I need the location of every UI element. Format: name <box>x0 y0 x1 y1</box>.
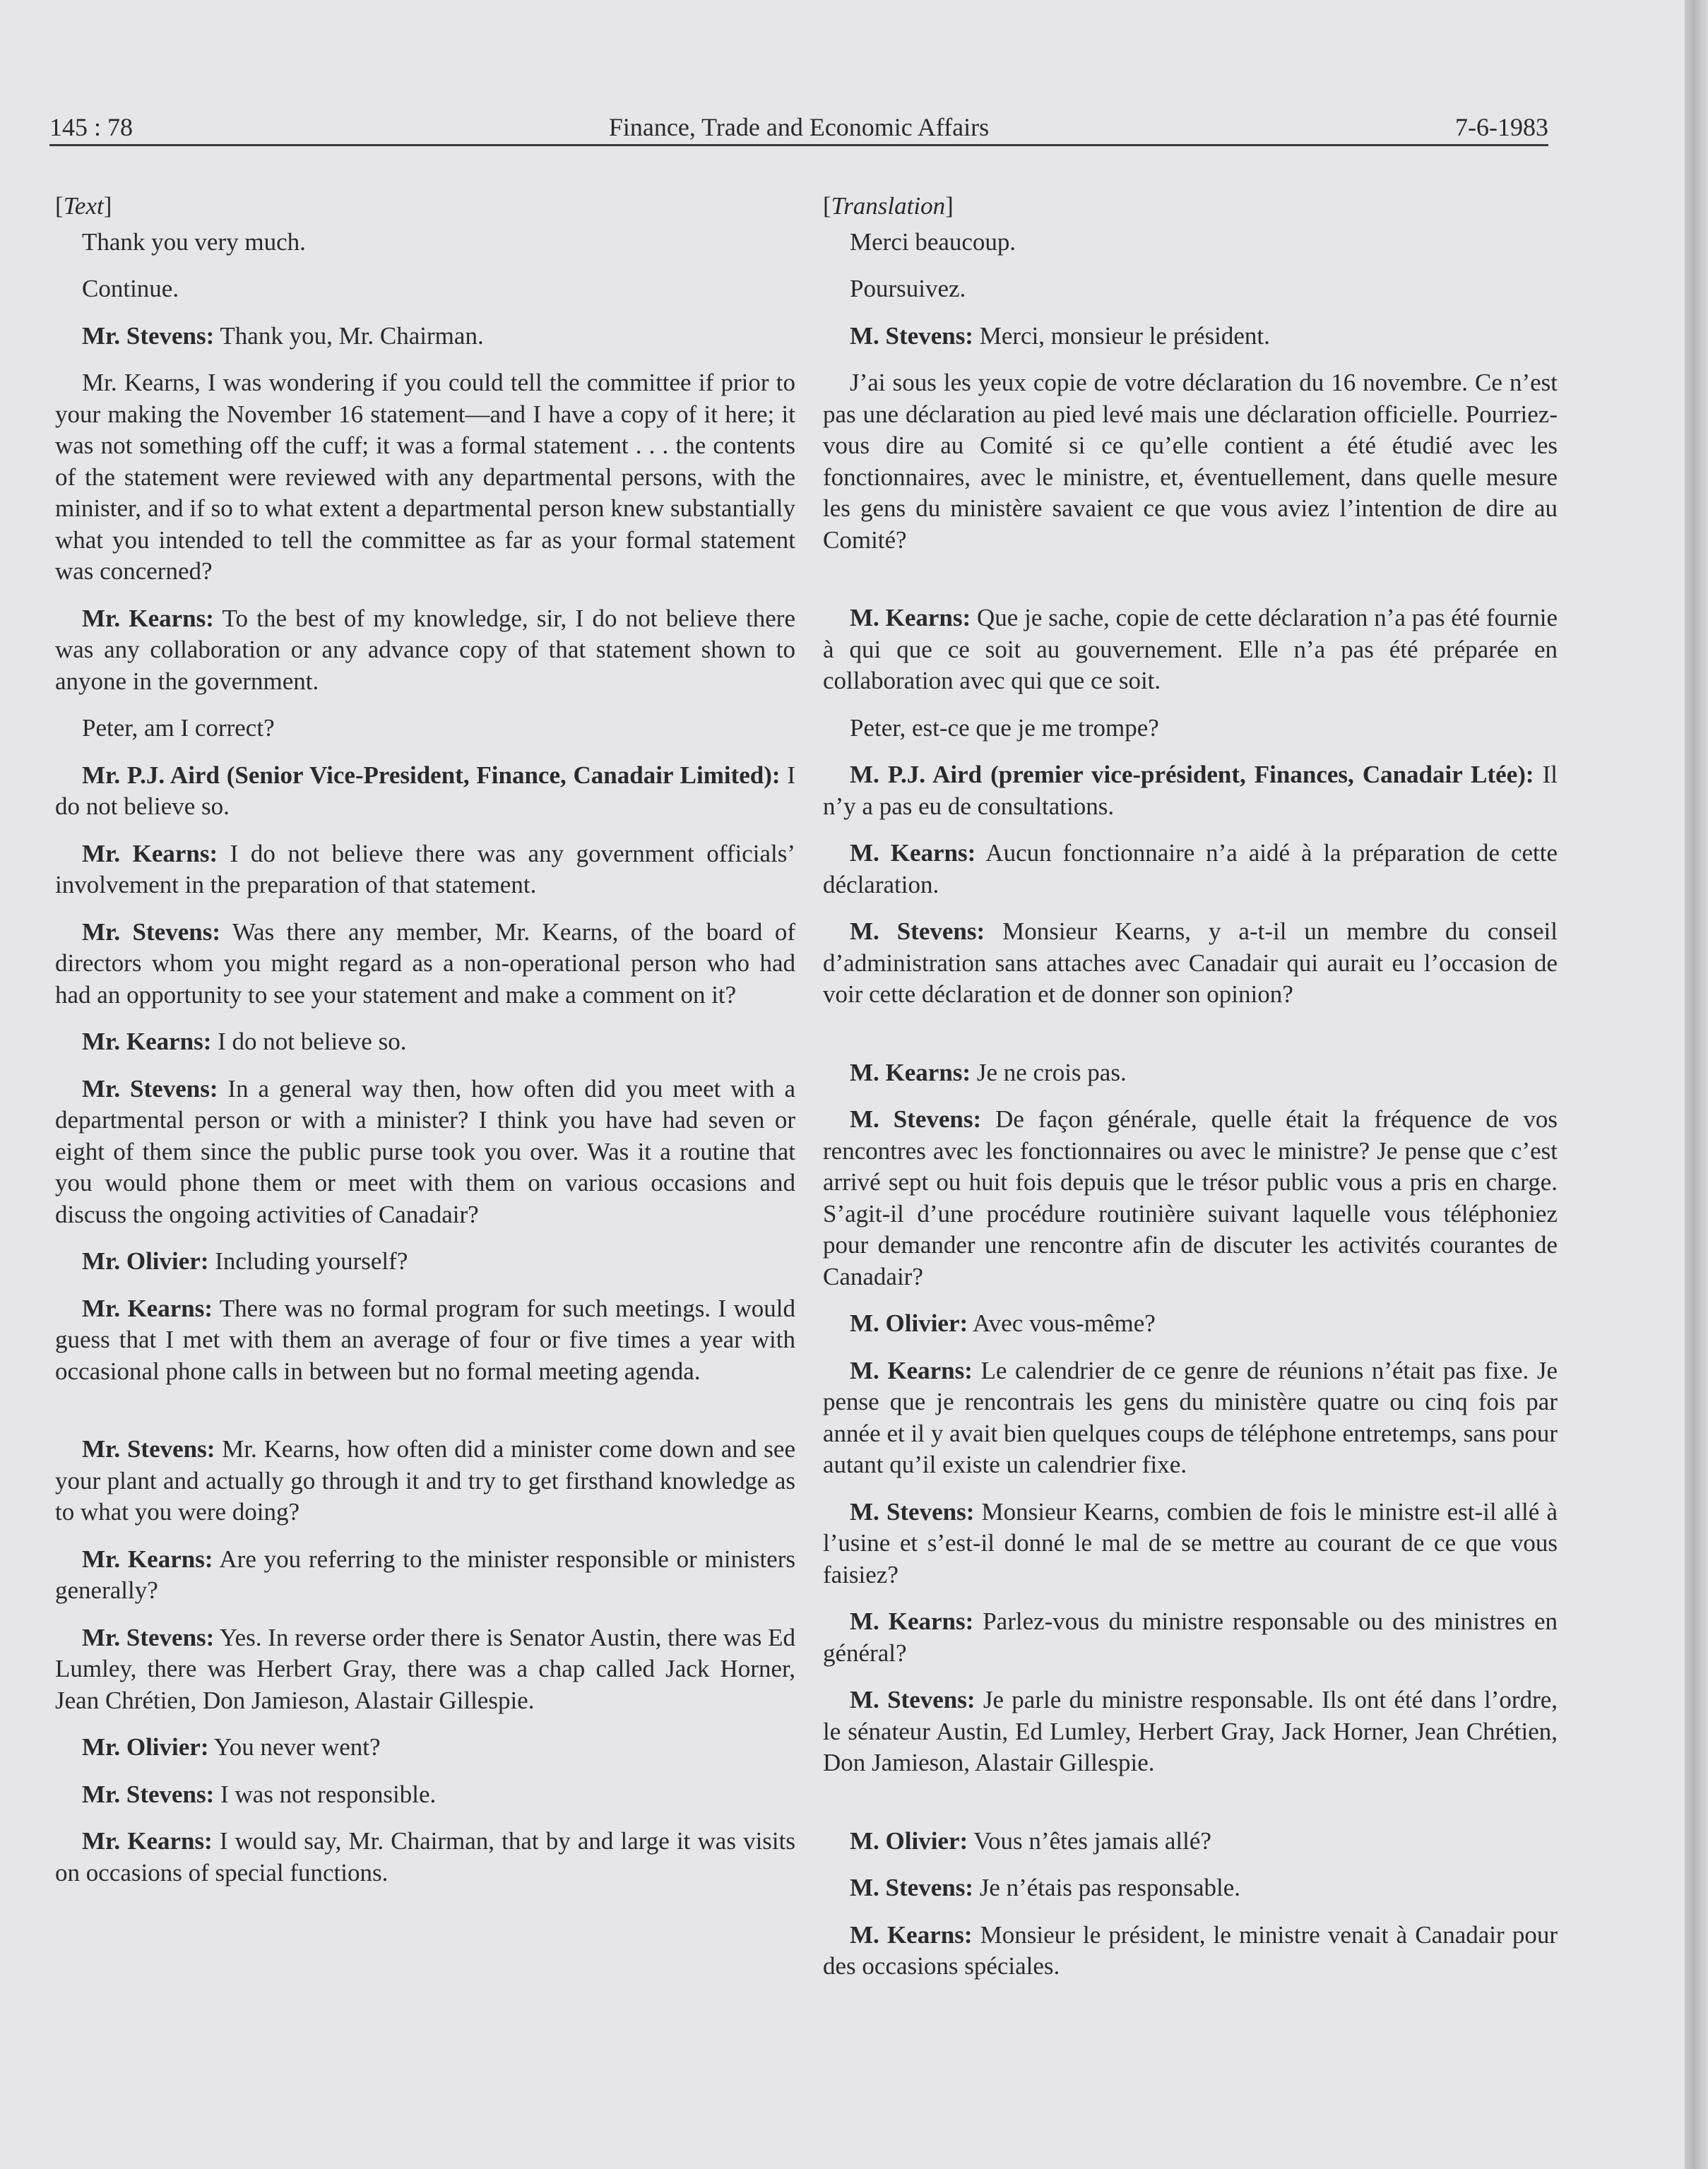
speaker-name: M. Stevens: <box>850 1497 975 1526</box>
speech-text: Merci beaucoup. <box>850 227 1016 256</box>
speech-text: Are you referring to the minister responsible or ministers generally? <box>55 1545 795 1604</box>
speech-text: Vous n’êtes jamais allé? <box>968 1826 1211 1855</box>
speech-text: I do not believe so. <box>55 761 796 820</box>
transcript-paragraph <box>55 227 795 259</box>
page-edge <box>1685 0 1708 2169</box>
transcript-paragraph <box>823 367 1558 556</box>
speaker-name: M. Stevens: <box>850 321 973 350</box>
transcript-paragraph <box>55 1074 795 1231</box>
speech-text: In a general way then, how often did you meet with a departmental person or with a minister? I think you have had seven or eight of them since the public purse took you over. Was it a routine that you would phone them or meet with them on various occasions and discuss the ongoing activities of Canadair? <box>55 1074 795 1228</box>
english-column <box>55 191 795 1904</box>
speech-text: De façon générale, quelle était la fréquence de vos rencontres avec les fonctionnaires ou avec le ministre? Je pense que c’est arrivé sept ou huit fois depuis que le trésor public vous a pris en charge. S’agit-il d’une procédure routinière suivant laquelle vous téléphoniez pour demander une rencontre afin de discuter les activités courantes de Canadair? <box>823 1105 1558 1290</box>
transcript-paragraph <box>823 602 1558 697</box>
speaker-name: Mr. Kearns: <box>82 1827 213 1855</box>
header-date: 7-6-1983 <box>1455 113 1548 141</box>
transcript-paragraph <box>823 1308 1558 1340</box>
transcript-paragraph <box>823 759 1558 822</box>
french-column <box>823 191 1558 1998</box>
speech-text: Peter, est-ce que je me trompe? <box>850 713 1159 742</box>
speech-text: Mr. Kearns, how often did a minister come down and see your plant and actually go through it and try to get firsthand knowledge as to what you were doing? <box>55 1435 795 1526</box>
transcript-paragraph <box>55 273 795 305</box>
page-number: 145 : 78 <box>49 113 134 141</box>
speech-text: Je parle du ministre responsable. Ils ont été dans l’ordre, le sénateur Austin, Ed Lumley, Herbert Gray, Jack Horner, Jean Chrétien, Don Jamieson, Alastair Gillespie. <box>823 1686 1558 1776</box>
speaker-name: M. Kearns: <box>850 1920 973 1949</box>
speech-text: Monsieur le président, le ministre venait à Canadair pour des occasions spéciales. <box>823 1920 1558 1980</box>
transcript-paragraph <box>55 1434 795 1528</box>
speech-text: Que je sache, copie de cette déclaration n’a pas été fournie à qui que ce soit au gouvernement. Elle n’a pas été préparée en collaboration avec qui que ce soit. <box>823 604 1558 694</box>
transcript-paragraph <box>823 1684 1558 1779</box>
running-title: Finance, Trade and Economic Affairs <box>608 113 990 141</box>
speaker-name: Mr. Kearns: <box>82 1294 213 1322</box>
spacer <box>55 1403 795 1434</box>
speaker-name: M. P.J. Aird (premier vice-président, Finances, Canadair Ltée): <box>850 761 1534 788</box>
speech-text: Yes. In reverse order there is Senator Austin, there was Ed Lumley, there was Herbert Gray, there was a chap called Jack Horner, Jean Chrétien, Don Jamieson, Alastair Gillespie. <box>55 1623 795 1714</box>
speaker-name: Mr. Kearns: <box>82 1028 212 1055</box>
transcript-paragraph <box>55 713 795 744</box>
speaker-name: M. Olivier: <box>850 1826 968 1855</box>
speaker-name: M. Kearns: <box>850 839 976 867</box>
speaker-name: Mr. Kearns: <box>82 604 214 632</box>
speech-text: To the best of my knowledge, sir, I do not believe there was any collaboration or any advance copy of that statement shown to anyone in the government. <box>55 604 795 695</box>
speaker-name: M. Kearns: <box>850 604 971 631</box>
transcript-paragraph <box>823 227 1558 259</box>
transcript-paragraph <box>823 1057 1558 1089</box>
speech-text: Merci, monsieur le président. <box>973 321 1270 350</box>
spacer <box>823 1795 1558 1826</box>
speech-text: Continue. <box>82 275 179 302</box>
transcript-paragraph <box>55 917 795 1011</box>
transcript-paragraph <box>55 1779 795 1811</box>
speaker-name: Mr. Kearns: <box>82 839 218 867</box>
speaker-name: Mr. Stevens: <box>82 1623 215 1651</box>
transcript-paragraph <box>823 1872 1558 1904</box>
transcript-paragraph <box>823 916 1558 1011</box>
speech-text: I would say, Mr. Chairman, that by and large it was visits on occasions of special functions. <box>55 1827 795 1886</box>
section-marker: [Text] <box>55 192 112 220</box>
speech-text: Aucun fonctionnaire n’a aidé à la préparation de cette déclaration. <box>823 839 1558 898</box>
speech-text: Monsieur Kearns, combien de fois le ministre est-il allé à l’usine et s’est-il donné le mal de se mettre au courant de ce que vous faisiez? <box>823 1497 1558 1588</box>
transcript-paragraph <box>823 713 1558 744</box>
speech-text: Avec vous-même? <box>968 1309 1156 1337</box>
speech-text: Thank you very much. <box>82 227 306 256</box>
header-rule <box>49 144 1548 146</box>
transcript-paragraph <box>55 1732 795 1764</box>
speech-text: Il n’y a pas eu de consultations. <box>823 761 1558 820</box>
speaker-name: M. Kearns: <box>850 1608 974 1635</box>
speech-text: Monsieur Kearns, y a-t-il un membre du conseil d’administration sans attaches avec Canadair qui aurait eu l’occasion de voir cette déclaration et de donner son opinion? <box>823 917 1558 1008</box>
speaker-name: Mr. Stevens: <box>82 1435 215 1463</box>
speaker-name: Mr. Kearns: <box>82 1545 213 1573</box>
speaker-name: Mr. Stevens: <box>82 1780 215 1808</box>
transcript-paragraph <box>55 838 795 901</box>
speech-text: Including yourself? <box>208 1247 408 1275</box>
transcript-paragraph <box>823 1826 1558 1858</box>
speech-text: Peter, am I correct? <box>82 714 275 742</box>
speech-text: Je n’étais pas responsable. <box>973 1874 1241 1901</box>
transcript-paragraph <box>55 321 795 352</box>
speech-text: Poursuivez. <box>850 275 966 302</box>
transcript-paragraph <box>823 1497 1558 1591</box>
speech-text: I was not responsible. <box>214 1780 437 1808</box>
speech-text: Thank you, Mr. Chairman. <box>214 321 484 350</box>
speech-text: J’ai sous les yeux copie de votre déclaration du 16 novembre. Ce n’est pas une déclaration au pied levé mais une déclaration officielle. Pourriez-vous dire au Comité si ce qu’elle contient a été étudié avec les fonctionnaires, avec le ministre, et, éventuellement, dans quelle mesure les gens du ministère savaient ce que vous aviez l’intention de dire au Comité? <box>823 369 1558 554</box>
speaker-name: Mr. Olivier: <box>82 1733 209 1761</box>
speaker-name: M. Olivier: <box>850 1309 968 1337</box>
speech-text: There was no formal program for such meetings. I would guess that I met with them an average of four or five times a year with occasional phone calls in between but no formal meeting agenda. <box>55 1294 795 1385</box>
speech-text: Le calendrier de ce genre de réunions n’était pas fixe. Je pense que je rencontrais les gens du ministère quatre ou cinq fois par année et il y avait bien quelques coups de téléphone entretemps, sans pour autant qu’il existe un calendrier fixe. <box>823 1356 1558 1478</box>
speech-text: I do not believe so. <box>211 1028 407 1055</box>
transcript-paragraph <box>823 321 1558 352</box>
speaker-name: M. Kearns: <box>850 1058 971 1086</box>
transcript-paragraph <box>55 760 795 823</box>
transcript-paragraph <box>823 1355 1558 1481</box>
speech-text: Was there any member, Mr. Kearns, of the board of directors whom you might regard as a non-operational person who had had an opportunity to see your statement and make a comment on it? <box>55 917 795 1009</box>
speaker-name: Mr. P.J. Aird (Senior Vice-President, Finance, Canadair Limited): <box>82 761 781 789</box>
transcript-paragraph <box>55 367 795 588</box>
transcript-paragraph <box>55 1246 795 1278</box>
transcript-paragraph <box>823 1606 1558 1669</box>
speaker-name: M. Stevens: <box>850 1874 973 1901</box>
spacer <box>823 1026 1558 1057</box>
spacer <box>823 571 1558 602</box>
speaker-name: M. Stevens: <box>850 1105 982 1133</box>
speaker-name: Mr. Stevens: <box>82 1074 218 1103</box>
section-marker: [Translation] <box>823 192 954 220</box>
transcript-paragraph <box>55 1293 795 1388</box>
speaker-name: Mr. Stevens: <box>82 321 215 350</box>
speaker-name: M. Kearns: <box>850 1356 973 1384</box>
speech-text: Je ne crois pas. <box>971 1058 1127 1086</box>
transcript-paragraph <box>55 1622 795 1717</box>
speech-text: I do not believe there was any government officials’ involvement in the preparation of that statement. <box>55 839 795 898</box>
transcript-paragraph <box>823 1104 1558 1293</box>
speaker-name: M. Stevens: <box>850 917 985 945</box>
transcript-paragraph <box>823 273 1558 305</box>
speaker-name: Mr. Stevens: <box>82 917 220 946</box>
speech-text: Mr. Kearns, I was wondering if you could tell the committee if prior to your making the November 16 statement—and I have a copy of it here; it was not something off the cuff; it was a formal statement . . . the contents of the statement were reviewed with any departmental persons, with the minister, and if so to what extent a departmental person knew substantially what you intended to tell the committee as far as your formal statement was concerned? <box>55 369 795 585</box>
transcript-paragraph <box>55 1544 795 1607</box>
transcript-paragraph <box>823 1920 1558 1983</box>
transcript-paragraph <box>55 1026 795 1058</box>
speaker-name: M. Stevens: <box>850 1686 975 1713</box>
speech-text: You never went? <box>208 1733 381 1761</box>
transcript-paragraph <box>55 1826 795 1889</box>
speaker-name: Mr. Olivier: <box>82 1247 209 1275</box>
transcript-paragraph <box>55 603 795 698</box>
speech-text: Parlez-vous du ministre responsable ou des ministres en général? <box>823 1608 1558 1667</box>
transcript-paragraph <box>823 838 1558 901</box>
